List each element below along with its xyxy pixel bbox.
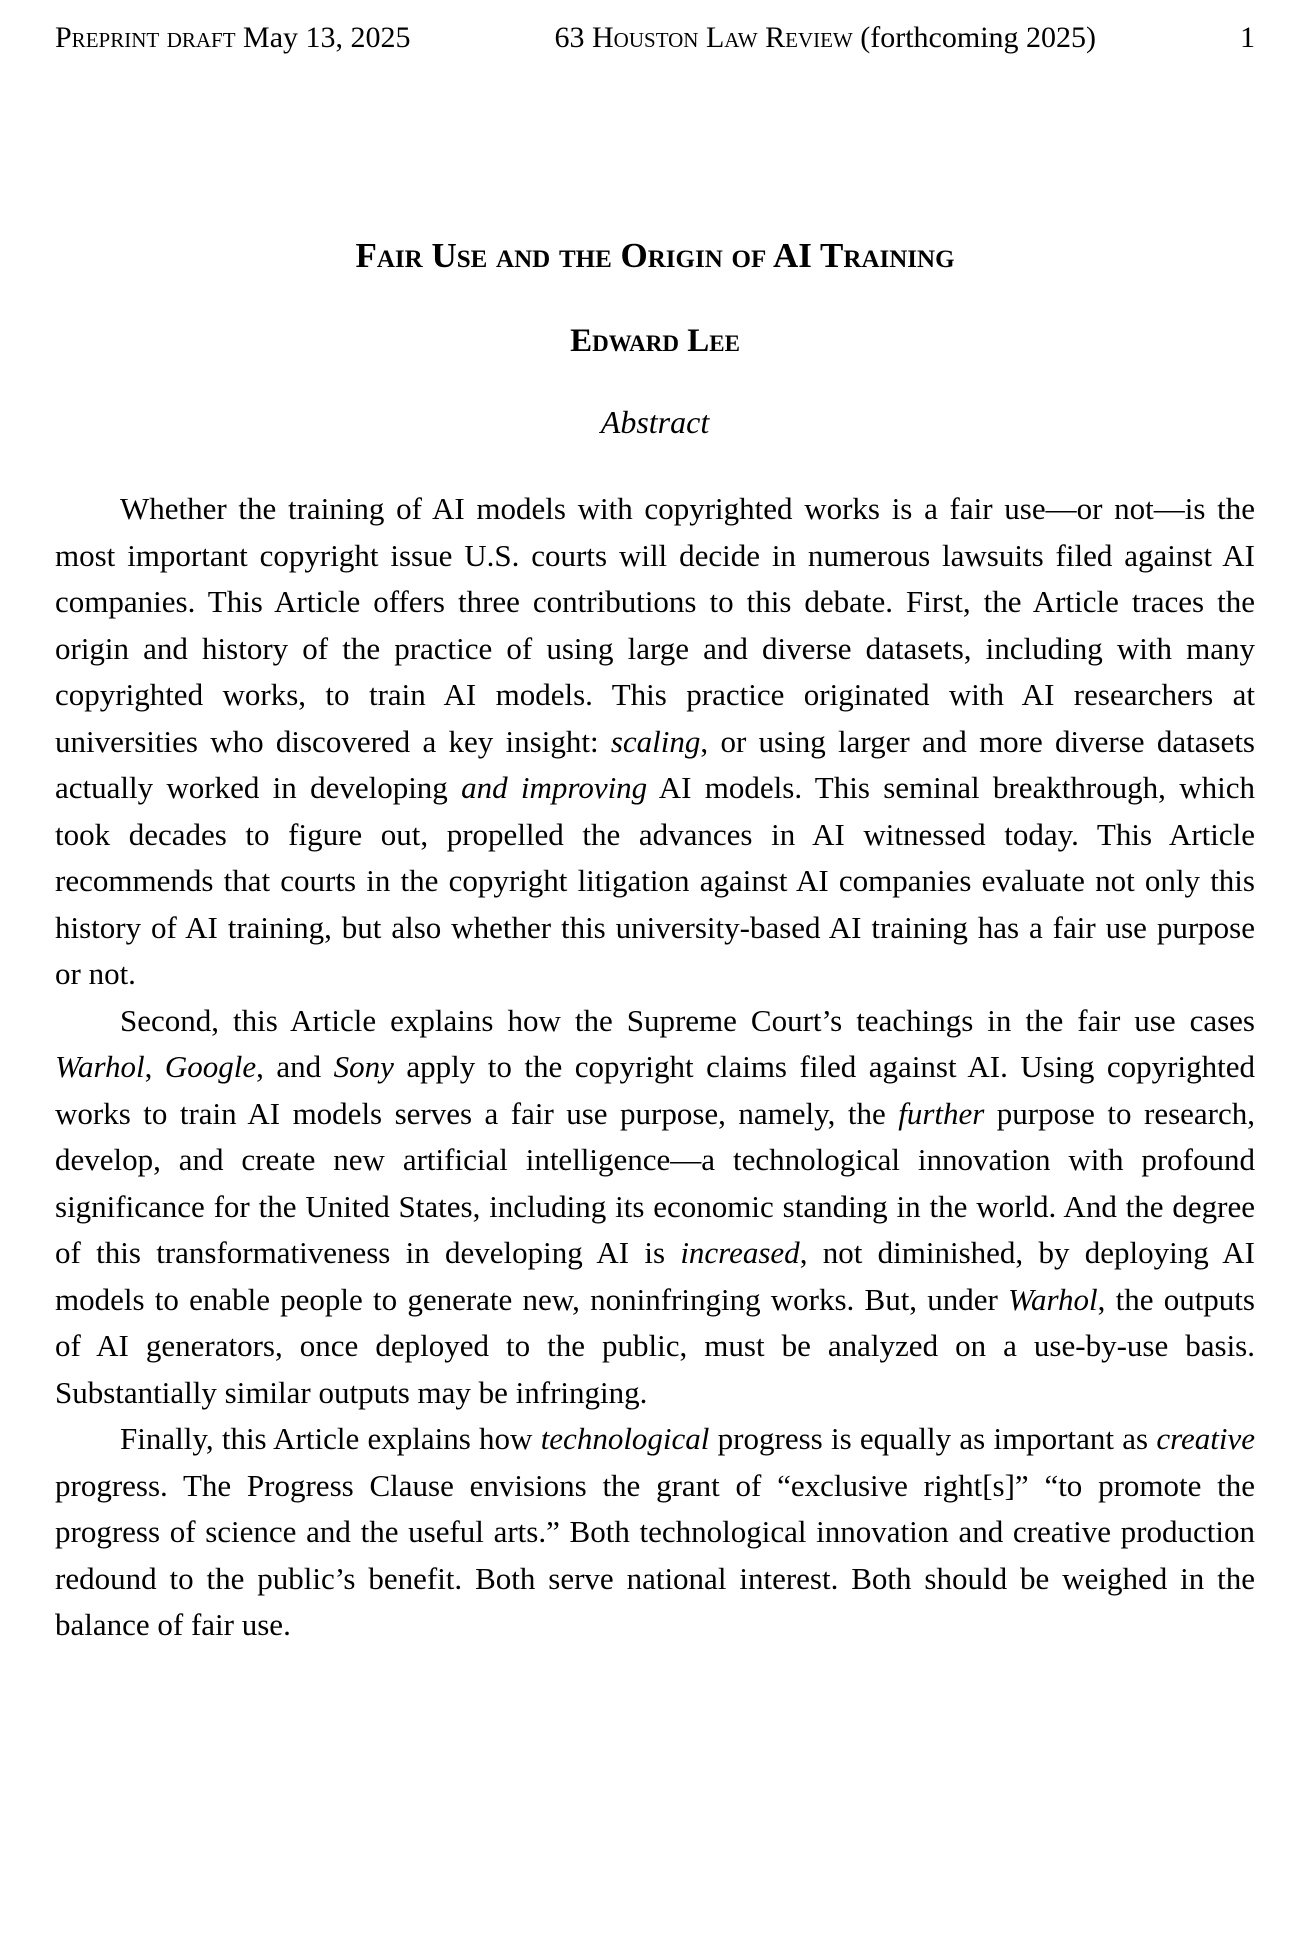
journal-citation	[555, 20, 1097, 56]
article-author: Edward Lee	[570, 323, 740, 359]
journal-forthcoming: (forthcoming 2025)	[852, 21, 1097, 54]
running-header	[55, 20, 1255, 56]
abstract-paragraph-3: Finally, this Article explains how technological progress is equally as important as creative progress. The Progress Clause envisions the grant of “exclusive right[s]” “to promote the progress of science and the useful arts.” Both technological innovation and creative production redound to the public’s benefit. Both serve national interest. Both should be weighed in the balance of fair use.	[55, 1421, 1256, 1642]
preprint-draft-label	[55, 20, 411, 56]
article-body	[55, 234, 1255, 1649]
article-title: Fair Use and the Origin of AI Training	[355, 236, 955, 275]
journal-volume: 63	[554, 21, 593, 54]
preprint-label-smallcaps: Preprint draft	[55, 21, 236, 54]
abstract-paragraph-2: Second, this Article explains how the Supreme Court’s teachings in the fair use cases Warhol, Google, and Sony apply to the copyright claims filed against AI. Using copyrighted works to train AI models serves a fair use purpose, namely, the further purpose to research, develop, and create new artificial intelligence—a technological innovation with profound significance for the United States, including its economic standing in the world. And the degree of this transformativeness in developing AI is increased, not diminished, by deploying AI models to enable people to generate new, noninfringing works. But, under Warhol, the outputs of AI generators, once deployed to the public, must be analyzed on a use-by-use basis. Substantially similar outputs may be infringing.	[55, 1002, 1255, 1410]
journal-name: Houston Law Review	[592, 21, 853, 54]
abstract-paragraph-1: Whether the training of AI models with copyrighted works is a fair use—or not—is the most important copyright issue U.S. courts will decide in numerous lawsuits filed against AI companies. This Article offers three contributions to this debate. First, the Article traces the origin and history of the practice of using large and diverse datasets, including with many copyrighted works, to train AI models. This practice originated with AI researchers at universities who discovered a key insight: scaling, or using larger and more diverse datasets actually worked in developing and improving AI models. This seminal breakthrough, which took decades to figure out, propelled the advances in AI witnessed today. This Article recommends that courts in the copyright litigation against AI companies evaluate not only this history of AI training, but also whether this university-based AI training has a fair use purpose or not.	[55, 491, 1255, 991]
page-number: 1	[1240, 21, 1255, 54]
header-date: May 13, 2025	[235, 21, 411, 54]
abstract-heading: Abstract	[600, 404, 710, 440]
abstract-section	[55, 486, 1255, 1649]
